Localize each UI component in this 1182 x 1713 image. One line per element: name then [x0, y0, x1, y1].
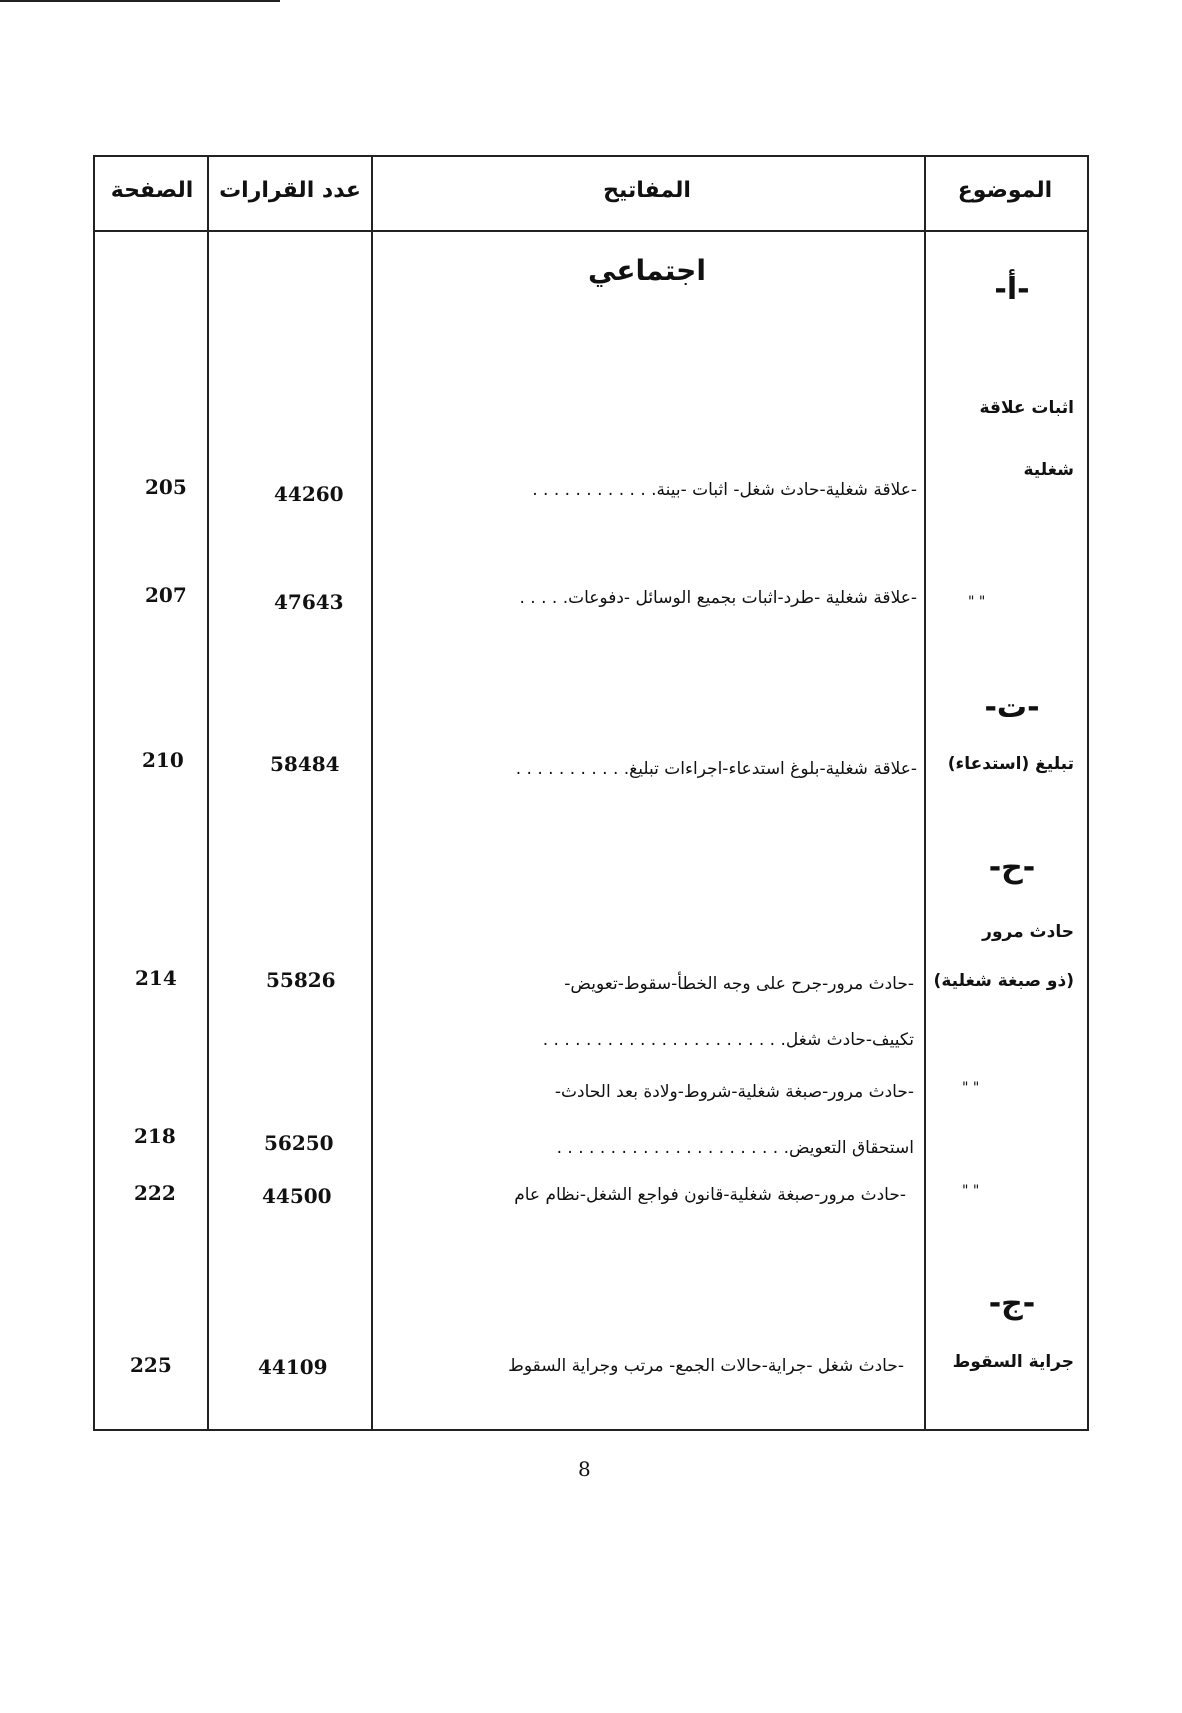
row-decision-number: 44109: [258, 1355, 328, 1379]
letter-ha: -ح-: [988, 850, 1036, 885]
row-keys: -علاقة شغلية-حادث شغل- اثبات -بينة. . . . . . . . . . . .: [532, 480, 917, 500]
column-divider: [207, 157, 209, 1429]
row-keys: -حادث مرور-صبغة شغلية-قانون فواجع الشغل-نظام عام: [514, 1185, 906, 1205]
column-divider: [924, 157, 926, 1429]
ditto-mark: " ": [968, 594, 986, 610]
row-keys: -حادث مرور-صبغة شغلية-شروط-ولادة بعد الحادث-: [554, 1082, 914, 1102]
header-page: الصفحة: [110, 178, 194, 203]
subject-proof-of-employment-line2: شغلية: [1023, 460, 1074, 480]
row-decision-number: 44500: [262, 1184, 332, 1208]
subject-fall-pension: جراية السقوط: [952, 1352, 1074, 1372]
row-page: 222: [134, 1181, 176, 1205]
letter-alif: -أ-: [994, 272, 1030, 307]
row-decision-number: 58484: [270, 752, 340, 776]
subject-proof-of-employment: اثبات علاقة: [979, 398, 1074, 418]
index-table: [93, 155, 1089, 1431]
row-page: 218: [134, 1124, 176, 1148]
letter-jim: -ج-: [988, 1286, 1036, 1321]
row-decision-number: 56250: [264, 1131, 334, 1155]
ditto-mark: " ": [962, 1080, 980, 1096]
ditto-mark: " ": [962, 1183, 980, 1199]
row-decision-number: 47643: [274, 590, 344, 614]
row-decision-number: 55826: [266, 968, 336, 992]
row-keys: -حادث شغل -جراية-حالات الجمع- مرتب وجراية السقوط: [508, 1356, 904, 1376]
row-decision-number: 44260: [274, 482, 344, 506]
column-divider: [371, 157, 373, 1429]
letter-ta: -ت-: [984, 690, 1040, 725]
row-page: 210: [142, 748, 184, 772]
subject-notification: تبليغ (استدعاء): [947, 754, 1074, 774]
row-keys: -علاقة شغلية-بلوغ استدعاء-اجراءات تبليغ. . . . . . . . . . .: [515, 759, 917, 779]
page-number: 8: [578, 1457, 591, 1481]
row-keys-continued: تكييف-حادث شغل. . . . . . . . . . . . . . . . . . . . . . .: [542, 1030, 914, 1050]
row-page: 214: [135, 966, 177, 990]
subject-traffic-accident: حادث مرور: [982, 922, 1074, 942]
row-keys: -حادث مرور-جرح على وجه الخطأ-سقوط-تعويض-: [564, 974, 914, 994]
top-edge-line: [0, 0, 280, 2]
header-divider: [95, 230, 1087, 232]
header-decision-number: عدد القرارات: [219, 178, 361, 203]
row-page: 225: [130, 1353, 172, 1377]
row-keys: -علاقة شغلية -طرد-اثبات بجميع الوسائل -دفوعات. . . . .: [519, 588, 917, 608]
header-keys: المفاتيح: [603, 178, 691, 203]
row-page: 207: [145, 583, 187, 607]
subject-traffic-accident-line2: (ذو صبغة شغلية): [933, 971, 1074, 991]
row-keys-continued: استحقاق التعويض. . . . . . . . . . . . . . . . . . . . . .: [556, 1138, 914, 1158]
row-page: 205: [145, 475, 187, 499]
header-subject: الموضوع: [957, 178, 1053, 203]
section-title: اجتماعي: [588, 254, 706, 287]
